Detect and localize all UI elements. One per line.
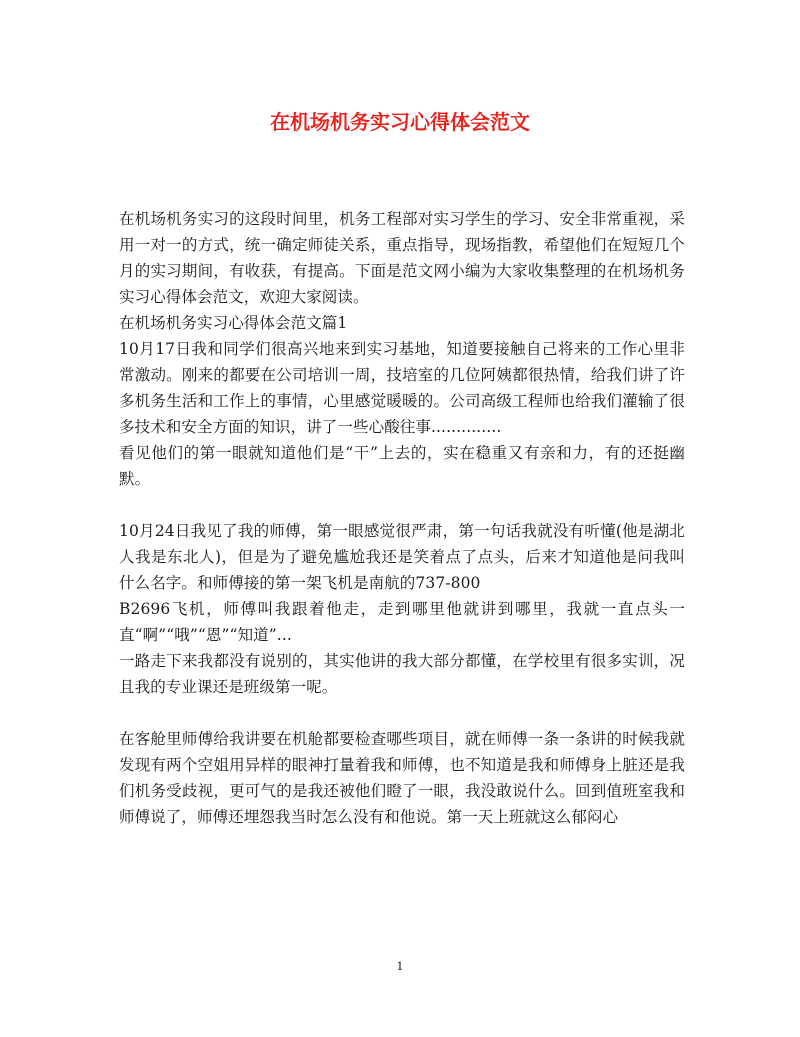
paragraph-oct17: 10月17日我和同学们很高兴地来到实习基地，知道要接触自己将来的工作心里非常激动。刚来的都要在公司培训一周，技培室的几位阿姨都很热情，给我们讲了许多机务生活和工作上的事情，心里感觉暖暖的。公司高级工程师也给我们灌输了很多技术和安全方面的知识，讲了一些心酸往事.............. [119, 340, 685, 436]
paragraph-impression: 看见他们的第一眼就知道他们是“干”上去的，实在稳重又有亲和力，有的还挺幽默。 [119, 444, 685, 488]
section-heading: 在机场机务实习心得体会范文篇1 [119, 314, 348, 332]
paragraph-intro: 在机场机务实习的这段时间里，机务工程部对实习学生的学习、安全非常重视，采用一对一的方式，统一确定师徒关系，重点指导，现场指教，希望他们在短短几个月的实习期间，有收获，有提高。下面是范文网小编为大家收集整理的在机场机务实习心得体会范文，欢迎大家阅读。 [119, 210, 685, 306]
page-number: 1 [396, 960, 404, 973]
paragraph-b2696: B2696飞机，师傅叫我跟着他走，走到哪里他就讲到哪里，我就一直点头一直“啊”“哦”“恩”“知道”... [119, 600, 685, 644]
document-body [119, 206, 685, 830]
paragraph-walk: 一路走下来我都没有说别的，其实他讲的我大部分都懂，在学校里有很多实训，况且我的专业课还是班级第一呢。 [119, 652, 685, 696]
paragraph-cabin: 在客舱里师傅给我讲要在机舱都要检查哪些项目，就在师傅一条一条讲的时候我就发现有两个空姐用异样的眼神打量着我和师傅，也不知道是我和师傅身上脏还是我们机务受歧视，更可气的是我还被他们瞪了一眼，我没敢说什么。回到值班室我和师傅说了，师傅还埋怨我当时怎么没有和他说。第一天上班就这么郁闷心 [119, 730, 685, 826]
paragraph-gap [119, 492, 685, 518]
paragraph-gap [119, 700, 685, 726]
paragraph-oct24: 10月24日我见了我的师傅，第一眼感觉很严肃，第一句话我就没有听懂(他是湖北人我是东北人)，但是为了避免尴尬我还是笑着点了点头，后来才知道他是问我叫什么名字。和师傅接的第一架飞机是南航的737-800 [119, 522, 685, 592]
document-title: 在机场机务实习心得体会范文 [270, 110, 530, 134]
